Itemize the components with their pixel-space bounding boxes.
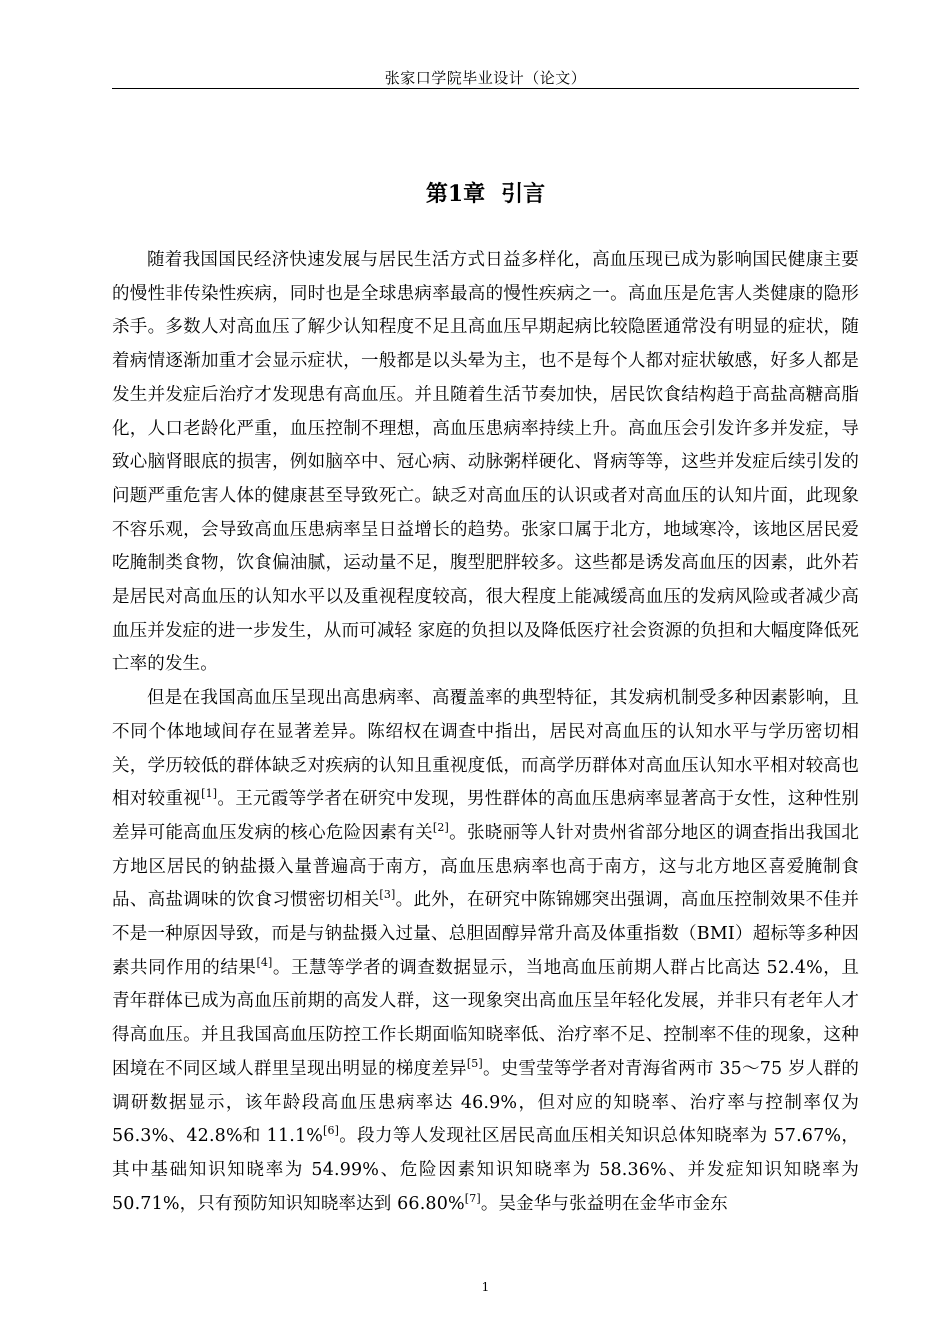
citation-ref: [1] [201,787,218,801]
page-number: 1 [481,1280,490,1294]
paragraph-text: 。段力等人发现社区居民高血压相关知识总体知晓率为 57.67%，其中基础知识知晓率为 54.99%、危险因素知识知晓率为 58.36%、并发症知识知晓率为 50.71%，只有预防知识知晓率达到 66.80% [112,1126,859,1214]
paragraph-text: 。史雪莹等学者对青海省两市 35～75 岁人群的调研数据显示，该年龄段高血压患病率达 46.9%，但对应的知晓率、治疗率与控制率仅为 56.3%、42.8%和 11.1% [112,1058,860,1147]
paragraph-text: 。王元霞等学者在研究中发现，男性群体的高血压患病率显著高于女性，这种性别差异可能高血压发病的核心危险因素有关 [112,789,859,843]
paragraph [112,682,859,1221]
paragraph-text: 但是在我国高血压呈现出高患病率、高覆盖率的典型特征，其发病机制受多种因素影响，且不同个体地域间存在显著差异。陈绍权在调查中指出，居民对高血压的认知水平与学历密切相关，学历较低的群体缺乏对疾病的认知且重视度低，而高学历群体对高血压认知水平相对较高也相对较重视 [112,688,859,810]
citation-ref: [2] [432,821,449,835]
paragraph-text: 。王慧等学者的调查数据显示，当地高血压前期人群占比高达 52.4%，且青年群体已成为高血压前期的高发人群，这一现象突出高血压呈年轻化发展，并非只有老年人才得高血压。并且我国高血压防控工作长期面临知晓率低、治疗率不足、控制率不佳的现象，这种困境在不同区域人群里呈现出明显的梯度差异 [112,957,859,1079]
citation-ref: [7] [464,1191,481,1205]
citation-ref: [6] [323,1124,340,1138]
chapter-name: 引言 [501,181,546,207]
paragraph-text: 。张晓丽等人针对贵州省部分地区的调查指出我国北方地区居民的钠盐摄入量普遍高于南方，高血压患病率也高于南方，这与北方地区喜爱腌制食品、高盐调味的饮食习惯密切相关 [112,822,859,911]
paragraph-text: 。此外，在研究中陈锦娜突出强调，高血压控制效果不佳并不是一种原因导致，而是与钠盐摄入过量、总胆固醇异常升高及体重指数（BMI）超标等多种因素共同作用的结果 [112,890,859,978]
running-header: 张家口学院毕业设计（论文） [384,69,587,87]
chapter-title [112,176,859,212]
paragraph-text: 。吴金华与张益明在金华市金东 [480,1193,728,1214]
header-rule [112,88,859,89]
body-text [112,244,859,1221]
citation-ref: [4] [256,955,273,969]
citation-ref: [3] [379,888,396,902]
paragraph [112,244,859,682]
paragraph-text: 随着我国国民经济快速发展与居民生活方式日益多样化，高血压现已成为影响国民健康主要的慢性非传染性疾病，同时也是全球患病率最高的慢性疾病之一。高血压是危害人类健康的隐形杀手。多数人对高血压了解少认知程度不足且高血压早期起病比较隐匿通常没有明显的症状，随着病情逐渐加重才会显示症状，一般都是以头晕为主，也不是每个人都对症状敏感，好多人都是发生并发症后治疗才发现患有高血压。并且随着生活节奏加快，居民饮食结构趋于高盐高糖高脂化，人口老龄化严重，血压控制不理想，高血压患病率持续上升。高血压会引发许多并发症，导致心脑肾眼底的损害，例如脑卒中、冠心病、动脉粥样硬化、肾病等等，这些并发症后续引发的问题严重危害人体的健康甚至导致死亡。缺乏对高血压的认识或者对高血压的认知片面，此现象不容乐观，会导致高血压患病率呈日益增长的趋势。张家口属于北方，地域寒冷，该地区居民爱吃腌制类食物，饮食偏油腻，运动量不足，腹型肥胖较多。这些都是诱发高血压的因素，此外若是居民对高血压的认知水平以及重视程度较高，很大程度上能减缓高血压的发病风险或者减少高血压并发症的进一步发生，从而可减轻 家庭的负担以及降低医疗社会资源的负担和大幅度降低死亡率的发生。 [112,250,860,675]
citation-ref: [5] [466,1057,483,1071]
chapter-number: 第1章 [425,181,486,207]
